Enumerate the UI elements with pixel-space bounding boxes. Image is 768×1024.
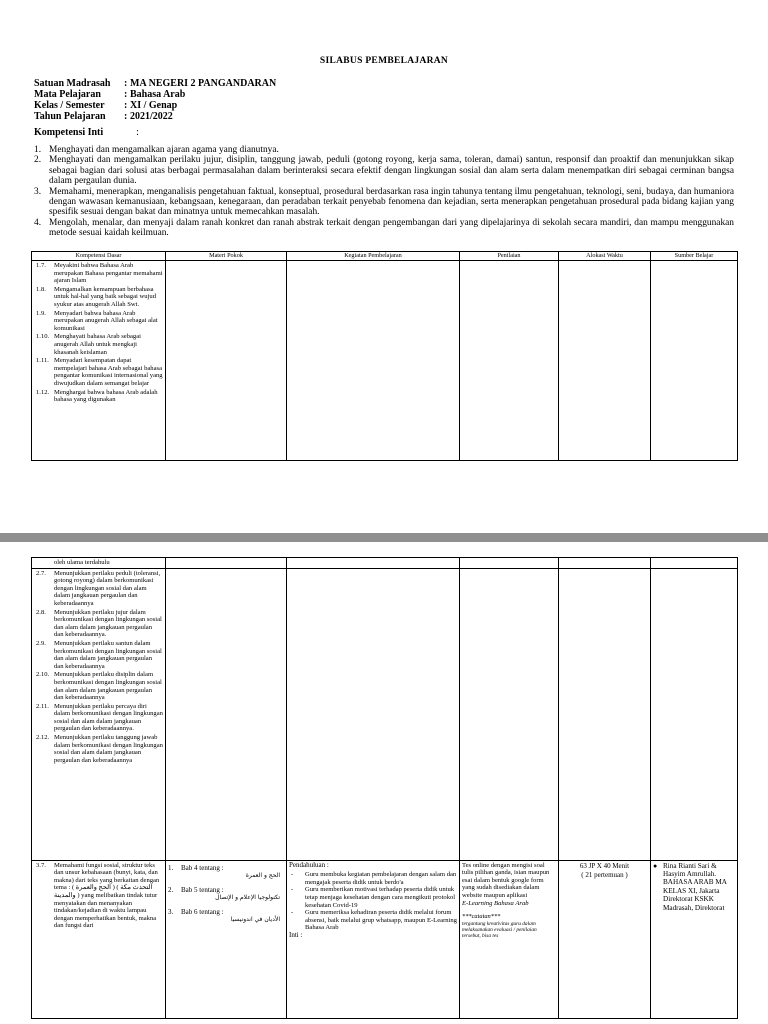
kd-num: 2.12. <box>36 734 50 742</box>
materi-text: Bab 4 tentang : <box>181 863 224 872</box>
kd-text: Menunjukkan perilaku disiplin dalam berkomunikasi dengan lingkungan sosial dan alam dalam jangkauan pergaulan dan keberadaannya <box>54 671 162 702</box>
penilaian-cell <box>460 261 559 461</box>
ki-item <box>34 218 734 239</box>
kd-cell <box>32 568 166 860</box>
ki-list <box>34 145 734 239</box>
kd-num: 3.7. <box>36 861 46 869</box>
kd-item <box>34 357 163 387</box>
alokasi-cell <box>559 261 651 461</box>
kd-cell <box>32 261 166 461</box>
materi-num: 2. <box>168 885 174 894</box>
materi-num: 1. <box>168 863 174 872</box>
table-row <box>32 261 738 461</box>
table-row <box>32 568 738 860</box>
ki-num: 4. <box>34 217 42 228</box>
meta-sep: : <box>124 100 128 111</box>
materi-cell <box>166 860 287 1018</box>
ki-item <box>34 155 734 186</box>
penilaian-note: tergantung kreativitas guru dalam melaksanakan evaluasi / penilaian tersebut, bisa tes <box>462 920 537 939</box>
kd-item <box>34 286 163 309</box>
kd-num: 1.12. <box>36 388 50 396</box>
kegiatan-item: - Guru memberikan motivasi terhadap peserta didik untuk tetap menjaga kesehatan dengan cara mengikuti protokol kesehatan Covid-19 <box>291 886 456 909</box>
header-alokasi-waktu: Alokasi Waktu <box>559 252 651 261</box>
kd-item <box>34 734 163 764</box>
ki-item <box>34 187 734 218</box>
bullet-icon: ● <box>653 861 658 870</box>
empty-cell <box>559 558 651 569</box>
alokasi-cell <box>559 860 651 1018</box>
kegiatan-item: - Guru memeriksa kehadiran peserta didik melalui forum absensi, baik melalui grup whatsapp, maupun E-Learning Bahasa Arab <box>291 909 457 932</box>
kd-num: 1.7. <box>36 262 46 269</box>
materi-arabic: الحج و العمرة <box>245 871 280 879</box>
document-meta <box>34 78 276 122</box>
kegiatan-cell <box>287 860 460 1018</box>
kegiatan-inti-heading: Inti : <box>289 930 303 939</box>
kd-num: 1.9. <box>36 309 46 317</box>
kd-item <box>34 570 163 608</box>
empty-cell <box>287 558 460 569</box>
kd-text: Menyadari bahwa bahasa Arab merupakan anugerah Allah sebagai alat komunikasi <box>54 309 158 332</box>
materi-arabic: تكنولوجيا الإعلام و الإتصال <box>215 893 280 901</box>
ki-heading <box>34 127 139 138</box>
kd-num: 2.7. <box>36 569 46 577</box>
kd-text: Menunjukkan perilaku tanggung jawab dalam berkomunikasi dengan lingkungan sosial dan alam dalam jangkauan pergaulan dan keberadaannya <box>54 734 163 764</box>
kd-item <box>34 703 163 733</box>
meta-sep: : <box>124 111 128 122</box>
meta-value: XI / Genap <box>130 100 178 111</box>
kegiatan-item: - Guru membuka kegiatan pembelajaran dengan salam dan mengajak peserta didik untuk berdo'a <box>291 871 457 886</box>
ki-text: Memahami, menerapkan, menganalisis pengetahuan faktual, konseptual, prosedural berdasarkan rasa ingin tahunya tentang ilmu pengetahuan, teknologi, seni, budaya, dan humaniora dengan wawasan kemanusiaan, kebangsaan, kenegaraan, dan peradaban terkait penyebab fenomena dan kejadian, serta menerapkan pengetahuan prosedural pada bidang kajian yang spesifik sesuai dengan bakat dan minatnya untuk memecahkan masalah. <box>49 186 734 218</box>
meta-value: 2021/2022 <box>130 111 173 122</box>
kd-text: Menunjukkan perilaku santun dalam berkomunikasi dengan lingkungan sosial dan alam dalam jangkauan pergaulan dan keberadaannya <box>54 639 162 670</box>
kd-num: 1.11. <box>36 357 49 365</box>
empty-cell <box>460 568 559 860</box>
meta-row <box>34 78 276 89</box>
header-kegiatan: Kegiatan Pembelajaran <box>287 252 460 261</box>
kegiatan-cell <box>287 261 460 461</box>
materi-text: Bab 6 tentang : <box>181 907 224 916</box>
penilaian-note-heading: ***catatan*** <box>462 913 501 921</box>
kd-text: Menghayati bahasa Arab sebagai anugerah Allah untuk mengkaji khasanah keislaman <box>54 333 141 356</box>
document-page-2 <box>0 542 768 1024</box>
alokasi-line1: 63 JP X 40 Menit <box>579 861 630 870</box>
meta-sep: : <box>124 78 128 89</box>
table-row <box>32 860 738 1018</box>
sumber-cell <box>651 860 738 1018</box>
meta-value: Bahasa Arab <box>130 89 186 100</box>
materi-cell <box>166 261 287 461</box>
kd-text: Menyadari kesempatan dapat mempelajari bahasa Arab sebagai bahasa pengantar komunikasi internasional yang diwujudkan dalam semangat belajar <box>54 357 163 387</box>
kd-text: Memahami fungsi sosial, struktur teks dan unsur kebahasaan (bunyi, kata, dan makna) dari teks yang berkaitan dengan tema : ( الحج والعمرة ) ( التحدث مكة والمدينة ) yang melibatkan tindak tutur menyatakan dan menanyakan tindakan/kejadian di waktu lampau dengan memperhatikan bentuk, makna dan fungsi dari <box>54 861 160 930</box>
ki-num: 3. <box>34 186 42 197</box>
kd-item <box>34 389 163 404</box>
ki-num: 1. <box>34 145 42 155</box>
table-row <box>32 558 738 569</box>
meta-label: Satuan Madrasah <box>34 78 111 89</box>
meta-value: MA NEGERI 2 PANGANDARAN <box>130 78 277 89</box>
kd-text: Mengamalkan kemampuan berbahasa untuk hal-hal yang baik sebagai wujud syukur atas anugerah Allah Swt. <box>54 285 156 308</box>
meta-row <box>34 111 276 122</box>
kegiatan-text: Guru memeriksa kehadiran peserta didik melalui forum absensi, baik melalui grup whatsapp, maupun E-Learning Bahasa Arab <box>305 909 457 932</box>
meta-row <box>34 89 276 100</box>
kd-num: 2.8. <box>36 608 46 616</box>
kd-item <box>34 310 163 333</box>
kd-text: Menunjukkan perilaku peduli (toleransi, gotong royong) dalam berkomunikasi dengan lingkungan sosial dan alam dalam jangkauan pergaulan dan keberadaannya <box>54 569 161 607</box>
materi-item <box>168 886 284 902</box>
materi-num: 3. <box>168 907 174 916</box>
sumber-item <box>653 862 735 912</box>
materi-item <box>168 908 284 924</box>
kegiatan-text: Guru membuka kegiatan pembelajaran dengan salam dan mengajak peserta didik untuk berdo'a <box>305 871 457 886</box>
penilaian-italic: E-Learning Bahasa Arab <box>462 899 529 907</box>
kd-continuation: oleh ulama terdahulu <box>32 558 166 569</box>
meta-label: Kelas / Semester <box>34 100 105 111</box>
meta-sep: : <box>124 89 128 100</box>
materi-text: Bab 5 tentang : <box>181 885 224 894</box>
meta-row <box>34 100 276 111</box>
ki-num: 2. <box>34 155 42 166</box>
empty-cell <box>166 568 287 860</box>
header-sumber-belajar: Sumber Belajar <box>651 252 738 261</box>
header-penilaian: Penilaian <box>460 252 559 261</box>
kegiatan-text: Guru memberikan motivasi terhadap peserta didik untuk tetap menjaga kesehatan dengan cara mengikuti protokol kesehatan Covid-19 <box>305 886 456 909</box>
header-materi-pokok: Materi Pokok <box>166 252 287 261</box>
kd-cell <box>32 860 166 1018</box>
ki-sep: : <box>136 127 139 138</box>
ki-text: Mengolah, menalar, dan menyaji dalam ranah konkret dan ranah abstrak terkait dengan pengembangan dari yang dipelajarinya di sekolah secara mandiri, dan mampu menggunakan metode sesuai kaidah keilmuan. <box>49 217 734 239</box>
kd-item <box>34 262 163 285</box>
syllabus-table-page-1 <box>31 251 738 461</box>
kd-num: 1.10. <box>36 333 50 341</box>
table-header-row <box>32 252 738 261</box>
kd-item <box>34 333 163 356</box>
ki-text: Menghayati dan mengamalkan ajaran agama yang dianutnya. <box>49 145 279 155</box>
empty-cell <box>651 558 738 569</box>
kd-item <box>34 609 163 639</box>
materi-arabic: الأديان في اندونيسيا <box>230 915 280 923</box>
kd-num: 1.8. <box>36 285 46 293</box>
penilaian-cell <box>460 860 559 1018</box>
meta-label: Tahun Pelajaran <box>34 111 106 122</box>
kd-num: 2.11. <box>36 702 49 710</box>
kegiatan-heading: Pendahuluan : <box>289 860 329 869</box>
empty-cell <box>559 568 651 860</box>
document-title: SILABUS PEMBELAJARAN <box>319 56 449 66</box>
kd-text: Menunjukkan perilaku jujur dalam berkomunikasi dengan lingkungan sosial dan alam dalam jangkauan pergaulan dan keberadaannya. <box>54 608 162 639</box>
ki-item <box>34 145 734 155</box>
syllabus-table-page-2 <box>31 557 738 1019</box>
materi-item <box>168 864 284 880</box>
penilaian-text: Tes online dengan mengisi soal tulis pilihan ganda, isian maupun esai dalam bentuk google form yang sudah disediakan dalam website maupun aplikasi <box>462 861 550 899</box>
kd-text: Menunjukkan perilaku percaya diri dalam berkomunikasi dengan lingkungan sosial dan alam dalam jangkauan pergaulan dan keberadaannya. <box>54 702 163 733</box>
kd-num: 2.10. <box>36 671 50 679</box>
kd-item <box>34 671 163 701</box>
kd-item <box>34 862 163 930</box>
meta-label: Mata Pelajaran <box>34 89 101 100</box>
empty-cell <box>651 568 738 860</box>
empty-cell <box>460 558 559 569</box>
empty-cell <box>166 558 287 569</box>
kd-num: 2.9. <box>36 639 46 647</box>
alokasi-line2: ( 21 pertemuan ) <box>581 870 628 879</box>
header-kompetensi-dasar: Kompetensi Dasar <box>32 252 166 261</box>
sumber-text: Rina Rianti Sari & Hasyim Amrullah. BAHASA ARAB MA KELAS XI, Jakarta Direktorat KSKK Madrasah, Direktorat <box>663 861 727 912</box>
ki-label: Kompetensi Inti <box>34 127 104 138</box>
kd-item <box>34 640 163 670</box>
ki-text: Menghayati dan mengamalkan perilaku jujur, disiplin, tanggung jawab, peduli (gotong royong, kerja sama, toleran, damai) santun, responsif dan proaktif dan menunjukkan sikap sebagai bagian dari solusi atas berbagai permasalahan dalam berinteraksi secara efektif dengan lingkungan sosial dan alam serta dalam menempatkan diri sebagai cerminan bangsa dalam pergaulan dunia. <box>49 155 734 187</box>
kd-text: Meyakini bahwa Bahasa Arab merupakan Bahasa pengantar memahami ajaran Islam <box>54 262 163 285</box>
empty-cell <box>287 568 460 860</box>
sumber-cell <box>651 261 738 461</box>
kd-text: Menghargai bahwa bahasa Arab adalah bahasa yang digunakan <box>54 388 158 404</box>
